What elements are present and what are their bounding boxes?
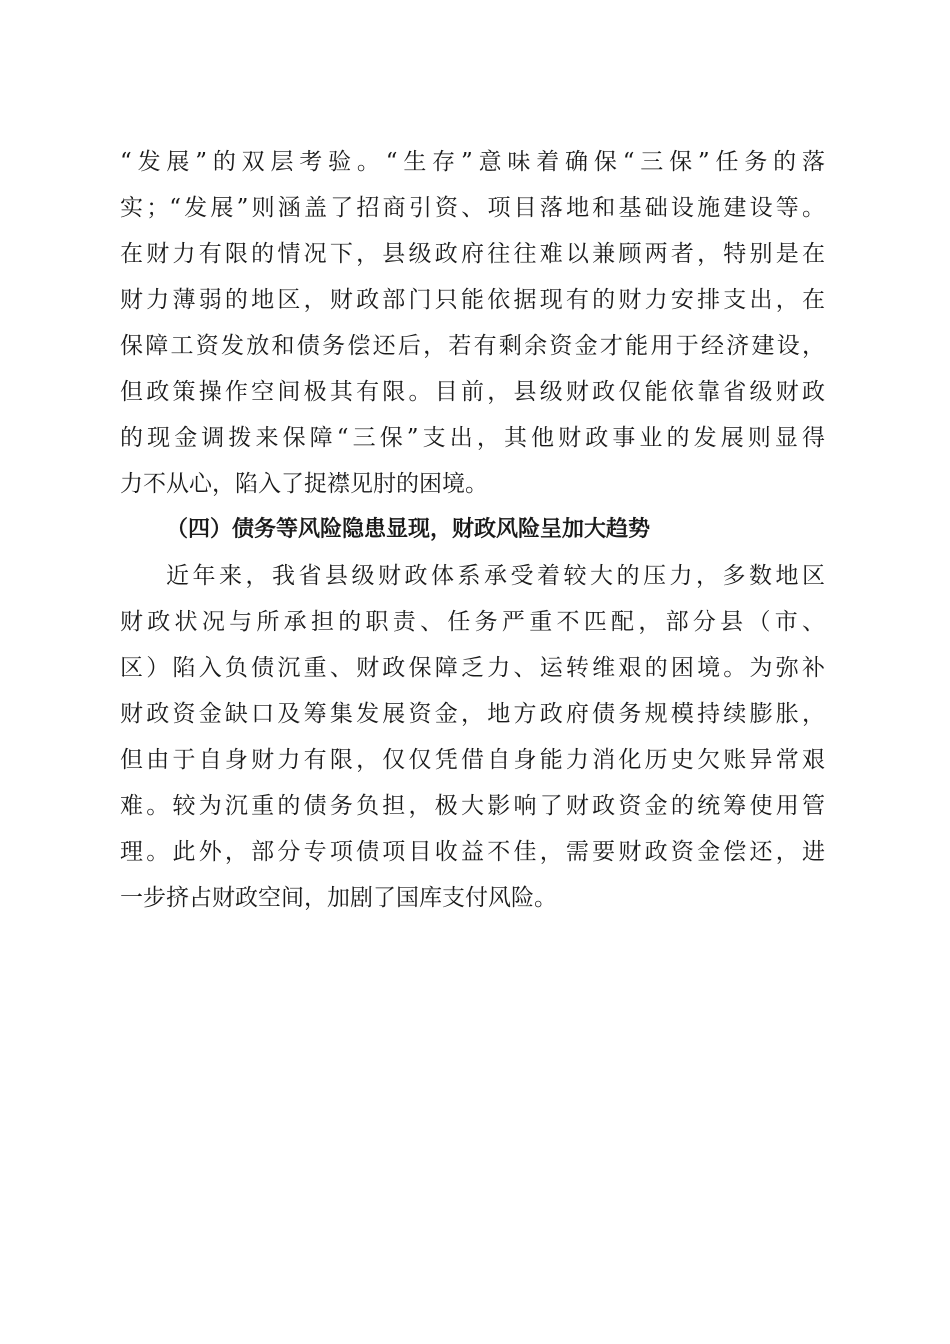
paragraph-1-line-3: 在财力有限的情况下，县级政府往往难以兼顾两者，特别是在 (120, 241, 825, 267)
paragraph-2-line-5: 但由于自身财力有限，仅仅凭借自身能力消化历史欠账异常艰 (120, 747, 825, 773)
section-heading: （四）债务等风险隐患显现，财政风险呈加大趋势 (166, 517, 651, 542)
paragraph-2-line-7: 理。此外，部分专项债项目收益不佳，需要财政资金偿还，进 (120, 839, 825, 865)
paragraph-1-line-7: 的现金调拨来保障“三保”支出，其他财政事业的发展则显得 (120, 425, 825, 451)
paragraph-2-line-1: 近年来，我省县级财政体系承受着较大的压力，多数地区 (166, 563, 825, 589)
paragraph-1-line-1: “发展”的双层考验。“生存”意味着确保“三保”任务的落 (120, 149, 825, 175)
paragraph-2-line-4: 财政资金缺口及筹集发展资金，地方政府债务规模持续膨胀， (120, 701, 825, 727)
paragraph-1-line-8: 力不从心，陷入了捉襟见肘的困境。 (120, 471, 488, 497)
paragraph-1-line-6: 但政策操作空间极其有限。目前，县级财政仅能依靠省级财政 (120, 379, 825, 405)
paragraph-2-line-8: 一步挤占财政空间，加剧了国库支付风险。 (120, 885, 557, 911)
paragraph-2-line-3: 区）陷入负债沉重、财政保障乏力、运转维艰的困境。为弥补 (120, 655, 825, 681)
paragraph-1-line-2: 实；“发展”则涵盖了招商引资、项目落地和基础设施建设等。 (120, 195, 825, 221)
paragraph-1-line-5: 保障工资发放和债务偿还后，若有剩余资金才能用于经济建设， (120, 333, 825, 359)
paragraph-2-line-2: 财政状况与所承担的职责、任务严重不匹配，部分县（市、 (120, 609, 825, 635)
paragraph-1-line-4: 财力薄弱的地区，财政部门只能依据现有的财力安排支出，在 (120, 287, 825, 313)
paragraph-2-line-6: 难。较为沉重的债务负担，极大影响了财政资金的统筹使用管 (120, 793, 825, 819)
